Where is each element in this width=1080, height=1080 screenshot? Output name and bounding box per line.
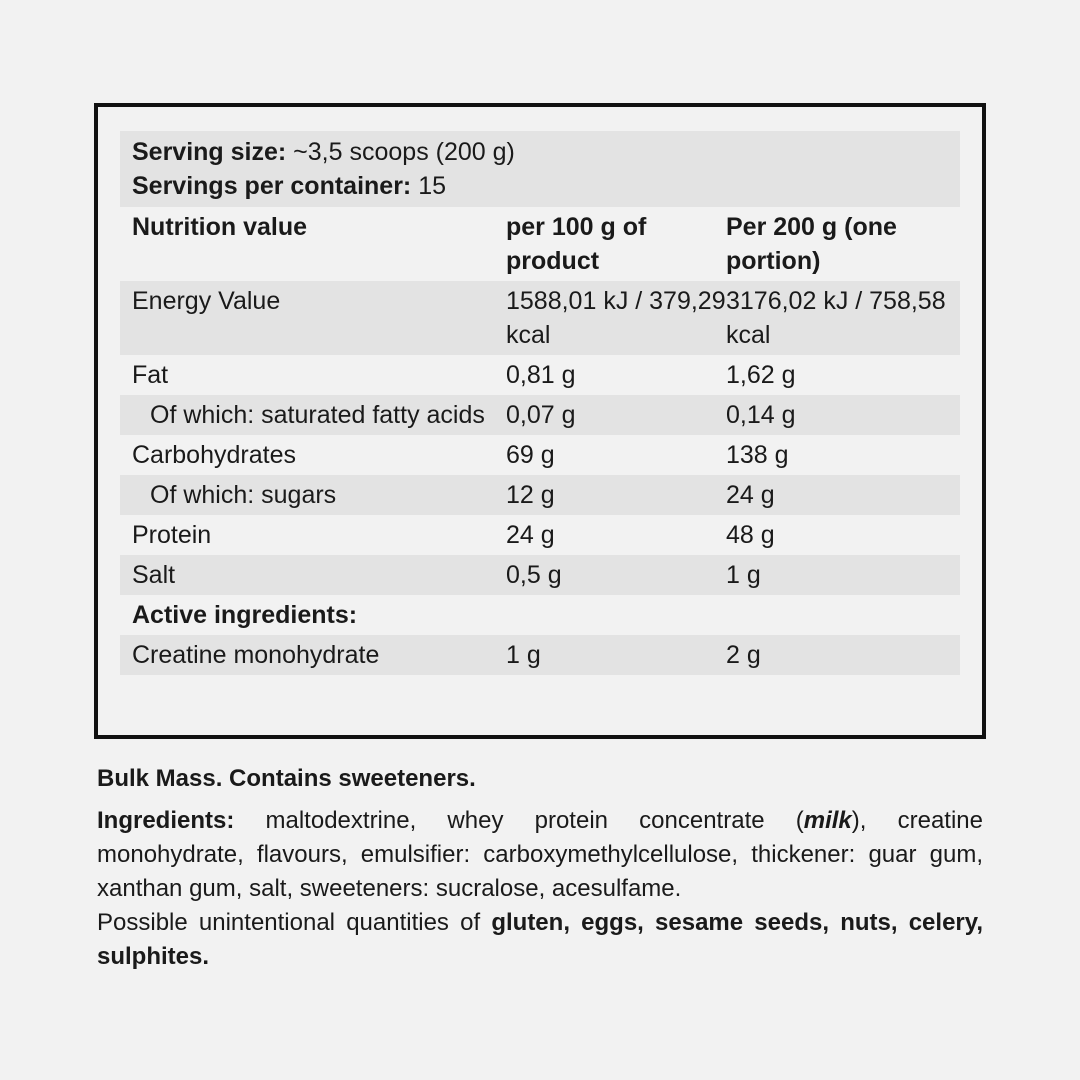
table-row xyxy=(120,355,960,395)
table-header-row xyxy=(120,207,960,281)
row-name: Of which: sugars xyxy=(150,481,337,509)
table-row xyxy=(120,395,960,435)
servings-per-container: Servings per container: 15 xyxy=(132,172,447,200)
product-notes xyxy=(97,762,983,974)
nutrition-panel xyxy=(94,103,986,739)
table-row xyxy=(120,635,960,675)
row-name: Energy Value xyxy=(132,287,281,315)
serving-info xyxy=(120,131,960,207)
header-per-200g: Per 200 g (one portion) xyxy=(726,213,897,275)
serving-size: Serving size: ~3,5 scoops (200 g) xyxy=(132,138,515,166)
row-per200: 2 g xyxy=(726,641,761,669)
row-name: Creatine monohydrate xyxy=(132,641,380,669)
row-per100: 24 g xyxy=(506,521,555,549)
row-name: Of which: saturated fatty acids xyxy=(150,401,485,429)
row-per200: 48 g xyxy=(726,521,775,549)
table-row xyxy=(120,515,960,555)
ingredients-text: Ingredients: maltodextrine, whey protein concentrate (milk), creatine monohydrate, flavours, emulsifier: carboxymethylcellulose, thickener: guar gum, xanthan gum, salt, sweeteners: sucralose, acesulfame. xyxy=(97,807,983,902)
header-nutrition-value: Nutrition value xyxy=(132,213,308,241)
table-row xyxy=(120,475,960,515)
row-per100: 0,5 g xyxy=(506,561,562,589)
row-per200: 1,62 g xyxy=(726,361,796,389)
header-per-100g: per 100 g of product xyxy=(506,213,647,275)
row-name: Carbohydrates xyxy=(132,441,296,469)
row-per200: 138 g xyxy=(726,441,789,469)
row-name: Salt xyxy=(132,561,176,589)
row-per100: 0,07 g xyxy=(506,401,576,429)
row-name: Protein xyxy=(132,521,212,549)
row-per100: 69 g xyxy=(506,441,555,469)
row-per200: 24 g xyxy=(726,481,775,509)
row-per100: 1588,01 kJ / 379,29 kcal xyxy=(506,287,726,349)
table-row xyxy=(120,555,960,595)
table-row xyxy=(120,435,960,475)
row-per200: 1 g xyxy=(726,561,761,589)
milk-allergen: milk xyxy=(803,807,852,834)
product-headline: Bulk Mass. Contains sweeteners. xyxy=(97,765,476,792)
table-row xyxy=(120,281,960,355)
allergen-list: gluten, eggs, sesame seeds, nuts, celery, sulphites. xyxy=(97,909,983,970)
nutrition-table xyxy=(120,131,960,675)
row-per200: 0,14 g xyxy=(726,401,796,429)
row-per100: 0,81 g xyxy=(506,361,576,389)
allergen-warning: Possible unintentional quantities of gluten, eggs, sesame seeds, nuts, celery, sulphites. xyxy=(97,909,983,970)
ingredients-label: Ingredients: xyxy=(97,807,235,834)
row-per100: 12 g xyxy=(506,481,555,509)
row-per200: 3176,02 kJ / 758,58 kcal xyxy=(726,287,946,349)
active-ingredients-heading-row xyxy=(120,595,960,635)
row-per100: 1 g xyxy=(506,641,541,669)
active-ingredients-heading: Active ingredients: xyxy=(132,601,358,629)
row-name: Fat xyxy=(132,361,169,389)
